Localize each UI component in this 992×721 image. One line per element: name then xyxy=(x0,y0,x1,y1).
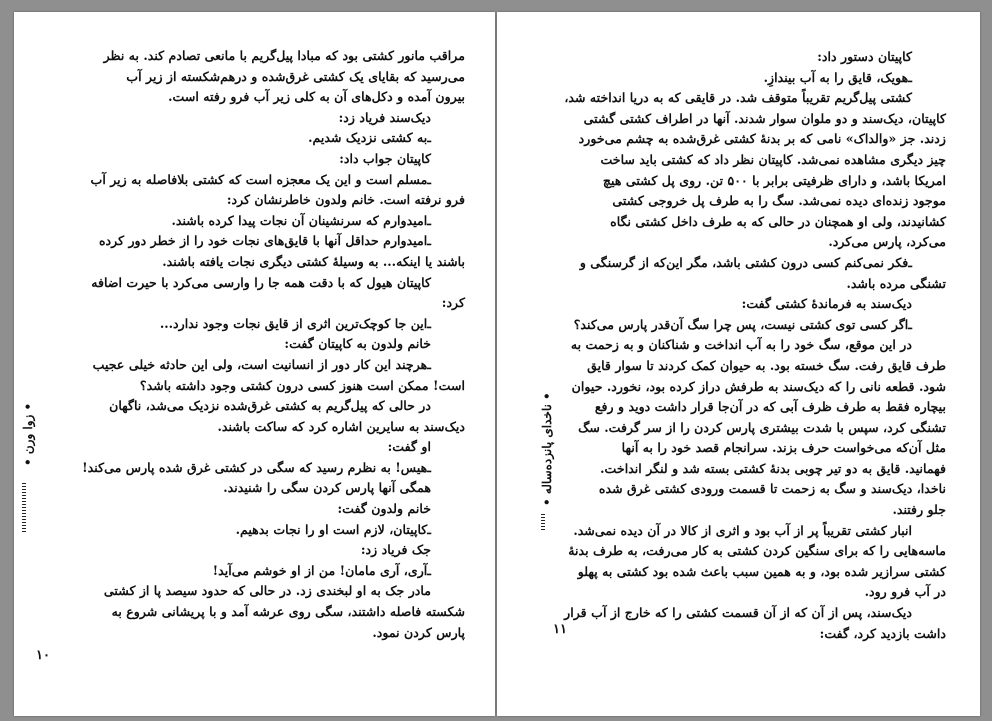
text-line: جک فریاد زد: xyxy=(360,542,431,558)
text-line: ناخدا، دیک‌سند و سگ به زحمت تا قسمت ورودی کشتی غرق شده xyxy=(598,481,946,497)
text-line: ـ‌مسلم است و این یک معجزه است که کشتی بلافاصله به زیر آب xyxy=(90,171,431,187)
text-line: تشنگی کرد، سپس با شدت بیشتری پارس کردن را از سر گرفت. سگ xyxy=(578,419,946,435)
text-line: ـ‌به کشتی نزدیک شدیم. xyxy=(308,130,431,146)
text-line: مثل آن‌که می‌خواست حرف بزند. سرانجام قصد خود را به آنها xyxy=(621,440,946,456)
text-line: می‌رسید که بقایای یک کشتی غرق‌شده و درهم‌شکسته از زیر آب xyxy=(126,68,465,84)
text-line: ـ‌فکر نمی‌کنم کسی درون کشتی باشد، مگر این‌که از گرسنگی و xyxy=(579,254,912,270)
left-page xyxy=(14,12,495,716)
text-line: فرو نرفته است. خانم ولدون خاطرنشان کرد: xyxy=(226,192,465,208)
text-line: ـ‌امیدوارم حداقل آنها با قایق‌های نجات خود را از خطر دور کرده xyxy=(98,233,431,249)
text-line: داشت بازدید کرد، گفت: xyxy=(819,625,946,641)
text-line: کرد: xyxy=(441,295,465,311)
text-line: کاپیتان جواب داد: xyxy=(339,150,431,166)
text-line: ـ‌اگر کسی توی کشتی نیست، پس چرا سگ آن‌قدر پارس می‌کند؟ xyxy=(573,316,912,332)
text-line: پارس کردن نمود. xyxy=(372,624,465,640)
right-page-text xyxy=(542,47,946,644)
text-line: طرف قایق رفت. سگ خسته بود. به حیوان کمک کردند تا سوار قایق xyxy=(587,357,946,373)
text-line: ـ‌کاپیتان، لازم است او را نجات بدهیم. xyxy=(235,521,431,537)
text-line: دیک‌سند، پس از آن که از آن قسمت کشتی را که خارج از آب قرار xyxy=(564,605,912,621)
running-head: • ناخدای پانزده‌ساله • xyxy=(540,392,554,506)
text-line: کاپیتان هیول که با دقت همه جا را وارسی می‌کرد با حیرت اضافه xyxy=(91,274,431,290)
text-line: ـ‌امیدوارم که سرنشینان آن نجات پیدا کرده باشند. xyxy=(171,212,431,228)
left-page-text xyxy=(65,46,465,643)
running-head: • زوا ورن • xyxy=(21,402,35,466)
text-line: در آب فرو رود. xyxy=(864,584,946,600)
text-line: جلو رفتند. xyxy=(892,502,946,518)
text-line: کاپیتان دستور داد: xyxy=(817,49,912,64)
text-line: کشتی پیل‌گریم تقریباً متوقف شد. در قایقی که به دریا انداخته شد، xyxy=(564,90,912,106)
text-line: انبار کشتی تقریباً پر از آب بود و اثری از کالا در آن دیده نمی‌شد. xyxy=(573,522,912,538)
text-line: است! ممکن است هنوز کسی درون کشتی وجود داشته باشد؟ xyxy=(139,377,465,393)
text-line: کشتی سرازیر شده بود، و به همین سبب باعث شده بود کشتی به پهلو xyxy=(577,563,946,579)
text-line: او گفت: xyxy=(387,439,431,455)
text-line: ـ‌هویک، قایق را به آب بیندازِ. xyxy=(763,69,912,85)
text-line: بیرون آمده و دکل‌های آن به کلی زیر آب فرو رفته است. xyxy=(168,89,465,105)
right-page xyxy=(497,12,980,716)
text-line: دیک‌سند فریاد زد: xyxy=(338,109,431,125)
ornament-rule xyxy=(541,512,545,530)
text-line: خانم ولدون به کاپیتان گفت: xyxy=(284,336,431,352)
text-line: دیک‌سند به فرماندهٔ کشتی گفت: xyxy=(741,296,912,312)
ornament-rule xyxy=(22,482,26,532)
text-line: موجود زنده‌ای دیده نمی‌شد. سگ را به طرف پل خروجی کشتی xyxy=(612,193,946,209)
text-line: همگی آنها پارس کردن سگی را شنیدند. xyxy=(223,480,431,496)
text-line: بیچاره فقط به طرف ظرف آبی که در آن‌جا قرار داشت دوید و رفع xyxy=(594,399,946,415)
text-line: ـ‌هیس! به نظرم رسید که سگی در کشتی غرق شده پارس می‌کند! xyxy=(82,459,431,475)
text-line: در حالی که پیل‌گریم به کشتی غرق‌شده نزدیک می‌شد، ناگهان xyxy=(109,398,431,414)
text-line: باشند یا اینکه... به وسیلهٔ کشتی دیگری نجات یافته باشند. xyxy=(162,253,465,269)
text-line: ـ‌هرچند این کار دور از انسانیت است، ولی این حادثه خیلی عجیب xyxy=(92,356,431,372)
text-line: امریکا باشد، و دارای ظرفیتی برابر با ۵۰۰ تن. روی پل کشتی هیچ xyxy=(602,172,946,188)
page-number: ۱۰ xyxy=(36,648,50,663)
text-line: تشنگی مرده باشد. xyxy=(846,275,946,291)
text-line: ـ‌این جا کوچک‌ترین اثری از قایق نجات وجود ندارد... xyxy=(159,315,431,331)
text-line: مراقب مانور کشتی بود که مبادا پیل‌گریم با مانعی تصادم کند. به نظر xyxy=(103,48,465,63)
text-line: می‌کرد، پارس می‌کرد. xyxy=(828,234,946,250)
text-line: دیک‌سند به سایرین اشاره کرد که ساکت باشند. xyxy=(217,418,465,434)
text-line: شکسته فاصله داشتند، سگی روی عرشه آمد و با پریشانی شروع به xyxy=(111,604,465,620)
page-number: ۱۱ xyxy=(553,622,567,637)
text-line: فهمانید. قایق به دو تیر چوبی بدنهٔ کشتی بسته شد و لنگر انداخت. xyxy=(600,460,946,476)
text-line: ماسه‌هایی را که برای سنگین کردن کشتی به کار می‌رفت، به طرف بدنهٔ xyxy=(568,543,946,559)
text-line: کاپیتان، دیک‌سند و دو ملوان سوار شدند. آنها در اطراف کشتی گشتی xyxy=(583,110,946,126)
text-line: ـ‌آری، آری ماما‌ن! من از او خوشم می‌آید! xyxy=(212,562,431,578)
text-line: خانم ولدون گفت: xyxy=(337,501,431,517)
text-line: زدند. جز «والداک» نامی که بر بدنهٔ کشتی غرق‌شده به چشم می‌خورد xyxy=(578,131,946,147)
text-line: شود. قطعه نانی را که دیک‌سند به طرفش دراز کرده بود، نخورد. حیوان xyxy=(571,378,946,394)
text-line: چیز دیگری مشاهده نمی‌شد. کاپیتان نظر داد که کشتی باید ساخت xyxy=(600,151,946,167)
text-line: در این موقع، سگ خود را به آب انداخت و شناکنان و به زحمت به xyxy=(570,337,912,353)
text-line: کشانیدند، ولی او همچنان در حالی که به طرف داخل کشتی نگاه xyxy=(610,213,946,229)
text-line: مادر جک به او لبخندی زد. در حالی که حدود سیصد پا از کشتی xyxy=(103,583,431,599)
